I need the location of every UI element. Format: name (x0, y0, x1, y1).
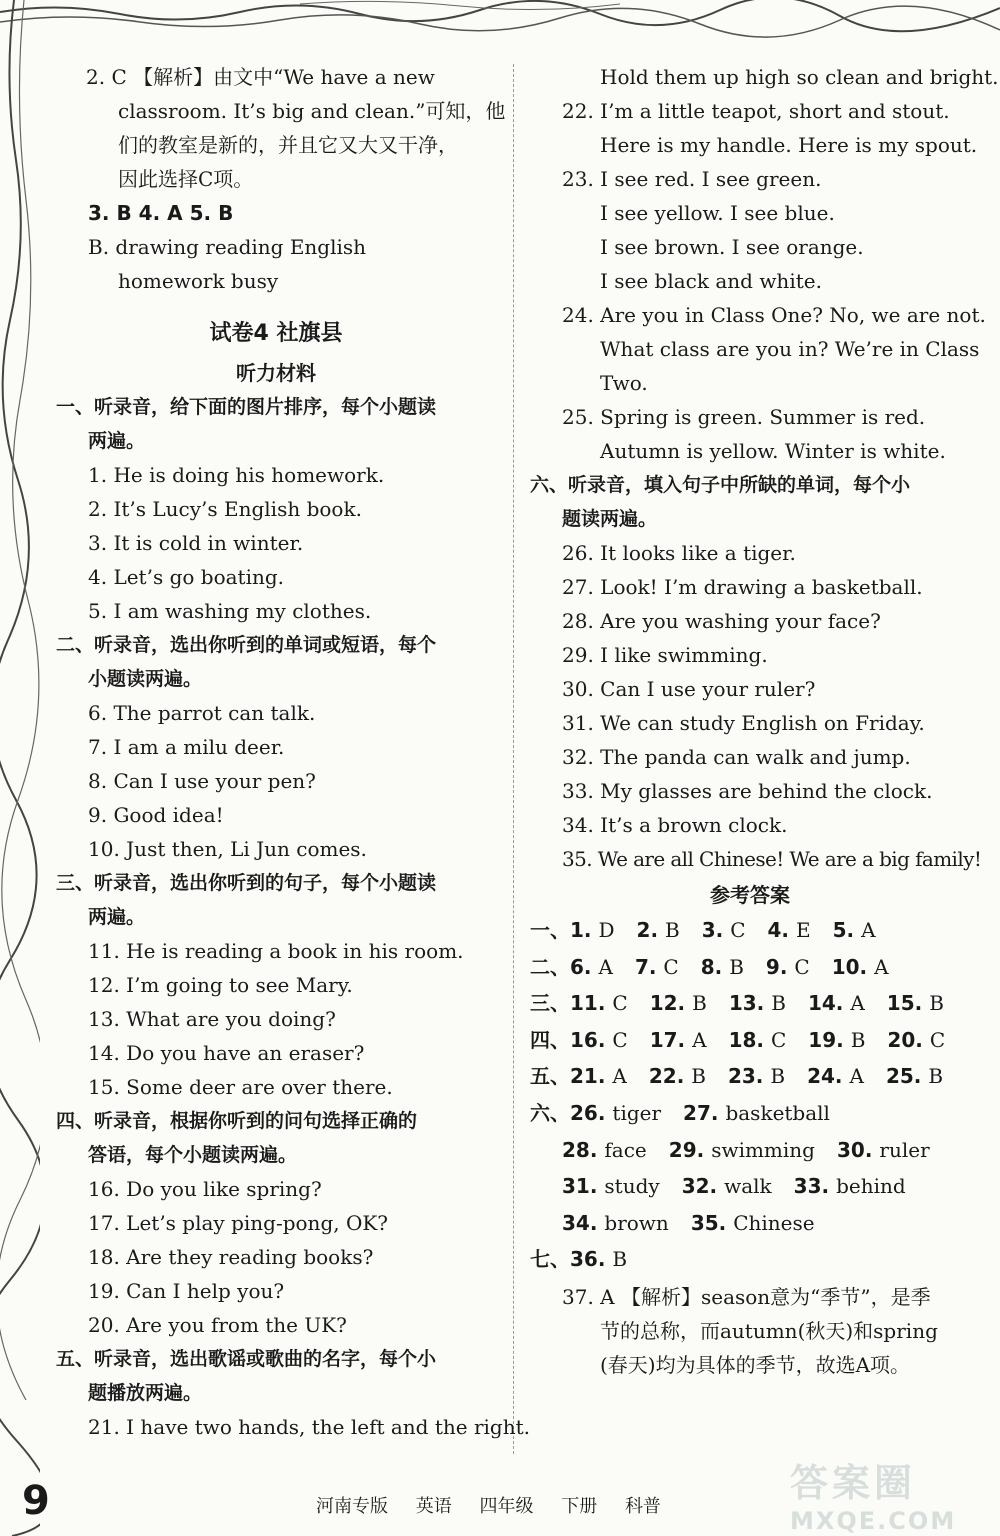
answer-value: B (771, 991, 786, 1016)
answer-item (768, 912, 811, 949)
answer-item (886, 1058, 943, 1095)
list-item: 29. I like swimming. (562, 643, 768, 667)
paper-subtitle: 听力材料 (236, 361, 316, 385)
answer-item (728, 1058, 785, 1095)
answer-number: 3. (701, 918, 731, 942)
answer-row (530, 1241, 970, 1278)
list-item: 10. Just then, Li Jun comes. (88, 837, 367, 861)
left-border-decoration (0, 0, 40, 1536)
answer-number: 35. (690, 1210, 734, 1235)
list-item: I see black and white. (600, 269, 822, 293)
footer-edition: 河南专版 (316, 1496, 388, 1517)
answer-number: 5. (832, 918, 862, 942)
answer-value: D (598, 918, 615, 942)
answer-value: B (770, 1064, 786, 1089)
answer-item (808, 1022, 865, 1059)
section-heading: 小题读两遍。 (88, 668, 203, 690)
list-item: 13. What are you doing? (88, 1007, 336, 1031)
watermark-url: MXQE.COM (790, 1507, 957, 1535)
answer-item (701, 949, 744, 986)
answer-line: B. drawing reading English (88, 235, 367, 259)
answer-item (570, 985, 628, 1022)
answer-item (570, 1095, 661, 1132)
answer-item (637, 912, 680, 949)
answer-number: 9. (765, 954, 795, 979)
answer-row (530, 949, 970, 986)
answer-item (702, 912, 746, 949)
section-heading: 二、听录音，选出你听到的单词或短语，每个 (56, 634, 437, 656)
list-item: Autumn is yellow. Winter is white. (600, 439, 946, 463)
list-item: Hold them up high so clean and bright. (600, 65, 999, 89)
answer-row (530, 1205, 970, 1242)
answer-row (530, 985, 970, 1022)
list-item: 23. I see red. I see green. (562, 167, 822, 191)
answer-number: 26. (570, 1100, 613, 1125)
answer-value: study (604, 1174, 660, 1199)
answer-item (794, 1168, 906, 1205)
list-item: Here is my handle. Here is my spout. (600, 133, 978, 157)
answer-number: 18. (728, 1027, 771, 1052)
answer-item (635, 949, 679, 986)
answer-value: E (796, 918, 811, 942)
list-item: 31. We can study English on Friday. (562, 711, 925, 735)
list-item: 24. Are you in Class One? No, we are not. (562, 303, 986, 327)
answer-number: 11. (570, 991, 613, 1016)
answer-item (570, 1022, 628, 1059)
answer-value: B (612, 1247, 628, 1272)
list-item: 5. I am washing my clothes. (88, 599, 372, 623)
section-heading: 两遍。 (88, 906, 146, 928)
answer-item (729, 985, 786, 1022)
answer-value: B (665, 918, 680, 942)
list-item: 15. Some deer are over there. (88, 1075, 393, 1099)
left-column (56, 60, 530, 1444)
answer-number: 17. (649, 1027, 693, 1052)
answer-value: behind (836, 1174, 906, 1199)
answer-row (530, 1168, 970, 1205)
footer-grade: 四年级 (479, 1496, 534, 1517)
list-item: 22. I’m a little teapot, short and stout. (562, 99, 950, 123)
answer-value: brown (604, 1210, 669, 1235)
answer-value: B (928, 1064, 944, 1089)
answer-value: walk (724, 1174, 772, 1199)
section-heading: 三、听录音，选出你听到的句子，每个小题读 (56, 872, 437, 894)
section-heading: 题读两遍。 (562, 508, 658, 530)
section-heading: 答语，每个小题读两遍。 (88, 1144, 298, 1166)
list-item: 14. Do you have an eraser? (88, 1041, 365, 1065)
answer-number: 36. (570, 1247, 613, 1272)
list-item: 28. Are you washing your face? (562, 609, 881, 633)
answer-value: C (730, 918, 746, 942)
list-item: Two. (600, 371, 648, 395)
answer-item (808, 985, 865, 1022)
list-item: 8. Can I use your pen? (88, 769, 316, 793)
answer-number: 23. (727, 1064, 771, 1089)
answer-item (837, 1132, 930, 1169)
answer-value: A (692, 1027, 707, 1052)
answer-item (562, 1205, 669, 1242)
answer-item (570, 949, 613, 986)
answer-value: B (929, 991, 944, 1016)
answer-item (766, 949, 810, 986)
answer-item (650, 985, 707, 1022)
list-item: 11. He is reading a book in his room. (88, 939, 464, 963)
answer-number: 29. (668, 1137, 712, 1162)
answer-item (562, 1132, 647, 1169)
answer-number: 8. (700, 954, 730, 979)
answer-row (530, 912, 970, 949)
answer-value: A (612, 1064, 627, 1089)
answer-number: 27. (683, 1100, 726, 1125)
column-divider (513, 64, 514, 1454)
answer-section-prefix: 四、 (530, 1027, 570, 1052)
list-item: 2. It’s Lucy’s English book. (88, 497, 362, 521)
list-item: 4. Let’s go boating. (88, 565, 285, 589)
answer-number: 13. (728, 991, 772, 1016)
answer-value: A (874, 954, 889, 979)
answer-row (530, 1095, 970, 1132)
answer-value: C (770, 1027, 787, 1052)
answer-value: swimming (711, 1137, 815, 1162)
answer-value: ruler (879, 1137, 930, 1162)
answer-number: 19. (808, 1027, 851, 1052)
answer-number: 4. (767, 918, 796, 942)
answer-section-prefix: 七、 (530, 1247, 570, 1272)
answer-number: 24. (807, 1064, 850, 1089)
answer-number: 31. (562, 1174, 605, 1199)
list-item: I see brown. I see orange. (600, 235, 864, 259)
list-item: 9. Good idea! (88, 803, 224, 827)
list-item: 35. We are all Chinese! We are a big family! (562, 847, 982, 871)
answer-section-prefix: 二、 (530, 954, 570, 979)
paper-title: 试卷4 社旗县 (209, 321, 343, 346)
answer-line: 37. A 【解析】season意为“季节”，是季 (562, 1284, 931, 1309)
list-item: 18. Are they reading books? (88, 1245, 374, 1269)
answer-item (682, 1168, 772, 1205)
answer-number: 16. (570, 1027, 613, 1052)
answer-item (669, 1132, 815, 1169)
answer-number: 20. (887, 1027, 930, 1052)
list-item: What class are you in? We’re in Class (600, 337, 980, 361)
answer-value: B (850, 1027, 866, 1052)
answer-number: 2. (636, 918, 666, 942)
answer-value: C (794, 954, 810, 979)
list-item: 30. Can I use your ruler? (562, 677, 816, 701)
answer-item (832, 949, 889, 986)
answer-value: C (663, 954, 679, 979)
list-item: 25. Spring is green. Summer is red. (562, 405, 926, 429)
answer-value: A (598, 954, 613, 979)
answer-value: basketball (725, 1100, 830, 1125)
answer-key (530, 912, 970, 1278)
answer-section-prefix: 五、 (530, 1064, 570, 1089)
answer-number: 34. (562, 1210, 605, 1235)
answer-value: B (691, 1064, 706, 1089)
footer-publisher: 科普 (624, 1496, 661, 1517)
list-item: 1. He is doing his homework. (88, 463, 385, 487)
list-item: 32. The panda can walk and jump. (562, 745, 911, 769)
answer-item (887, 1022, 945, 1059)
footer-info (316, 1492, 683, 1518)
answer-item (833, 912, 876, 949)
answer-number: 15. (886, 991, 930, 1016)
answer-number: 6. (570, 954, 599, 979)
answer-value: face (604, 1137, 647, 1162)
answer-value: B (729, 954, 744, 979)
answer-number: 33. (793, 1174, 837, 1199)
list-item: 21. I have two hands, the left and the right. (88, 1415, 530, 1439)
right-column (530, 60, 999, 1382)
section-heading: 五、听录音，选出歌谣或歌曲的名字，每个小 (56, 1348, 437, 1370)
answer-item (562, 1168, 660, 1205)
section-heading: 六、听录音，填入句子中所缺的单词，每个小 (530, 474, 911, 496)
list-item: 20. Are you from the UK? (88, 1313, 347, 1337)
answer-item (691, 1205, 815, 1242)
list-item: 17. Let’s play ping-pong, OK? (88, 1211, 389, 1235)
answer-item (649, 1058, 706, 1095)
section-heading: 四、听录音，根据你听到的问句选择正确的 (56, 1110, 418, 1132)
answer-number: 30. (836, 1137, 880, 1162)
answer-value: A (850, 991, 865, 1016)
answer-value: C (612, 991, 628, 1016)
answer-line: 节的总称，而autumn(秋天)和spring (600, 1318, 938, 1343)
footer-subject: 英语 (415, 1496, 452, 1517)
list-item: 27. Look! I’m drawing a basketball. (562, 575, 923, 599)
answer-line: 2. C 【解析】由文中“We have a new (86, 65, 435, 89)
list-item: 19. Can I help you? (88, 1279, 285, 1303)
answer-line: 们的教室是新的，并且它又大又干净， (118, 133, 458, 157)
answer-number: 14. (807, 991, 851, 1016)
section-heading: 一、听录音，给下面的图片排序，每个小题读 (56, 396, 437, 418)
section-heading: 两遍。 (88, 430, 146, 452)
answer-line: classroom. It’s big and clean.”可知，他 (118, 99, 506, 123)
answer-line: 3. B 4. A 5. B (88, 201, 234, 225)
section-heading: 题播放两遍。 (88, 1382, 203, 1404)
answer-value: C (612, 1027, 628, 1052)
list-item: 12. I’m going to see Mary. (88, 973, 353, 997)
list-item: 34. It’s a brown clock. (562, 813, 788, 837)
answer-value: B (692, 991, 707, 1016)
answer-line: 因此选择C项。 (118, 167, 254, 191)
answer-value: tiger (612, 1100, 662, 1125)
answer-item (683, 1095, 830, 1132)
answer-number: 28. (562, 1137, 605, 1162)
answer-number: 22. (648, 1064, 692, 1089)
answer-item (729, 1022, 787, 1059)
list-item: 33. My glasses are behind the clock. (562, 779, 933, 803)
answer-number: 12. (649, 991, 693, 1016)
answer-number: 1. (570, 918, 599, 942)
answer-value: A (849, 1064, 864, 1089)
watermark-text: 答案圈 (790, 1461, 917, 1505)
answer-number: 25. (885, 1064, 929, 1089)
answer-section-prefix: 一、 (530, 918, 570, 942)
watermark-logo (790, 1452, 990, 1535)
answer-item (570, 1241, 627, 1278)
list-item: 3. It is cold in winter. (88, 531, 304, 555)
answer-section-prefix: 六、 (530, 1100, 570, 1125)
answer-value: A (861, 918, 876, 942)
answer-item (570, 1058, 627, 1095)
top-border-decoration (0, 0, 1000, 60)
list-item: 7. I am a milu deer. (88, 735, 285, 759)
list-item: I see yellow. I see blue. (600, 201, 835, 225)
answer-value: C (929, 1027, 946, 1052)
answer-section-prefix: 三、 (530, 991, 570, 1016)
footer-volume: 下册 (561, 1496, 598, 1517)
answer-number: 32. (681, 1174, 725, 1199)
answer-item (650, 1022, 707, 1059)
answer-value: Chinese (733, 1210, 815, 1235)
answer-number: 10. (831, 954, 875, 979)
answers-title: 参考答案 (710, 883, 790, 907)
answer-line: (春天)均为具体的季节，故选A项。 (600, 1352, 911, 1377)
page-number: 9 (22, 1478, 50, 1524)
answer-row (530, 1022, 970, 1059)
answer-row (530, 1132, 970, 1169)
answer-number: 21. (570, 1064, 613, 1089)
answer-number: 7. (634, 954, 664, 979)
answer-item (807, 1058, 864, 1095)
answer-row (530, 1058, 970, 1095)
answer-item (887, 985, 944, 1022)
list-item: 6. The parrot can talk. (88, 701, 316, 725)
answer-item (570, 912, 615, 949)
list-item: 26. It looks like a tiger. (562, 541, 796, 565)
answer-line: homework busy (118, 269, 279, 293)
list-item: 16. Do you like spring? (88, 1177, 322, 1201)
